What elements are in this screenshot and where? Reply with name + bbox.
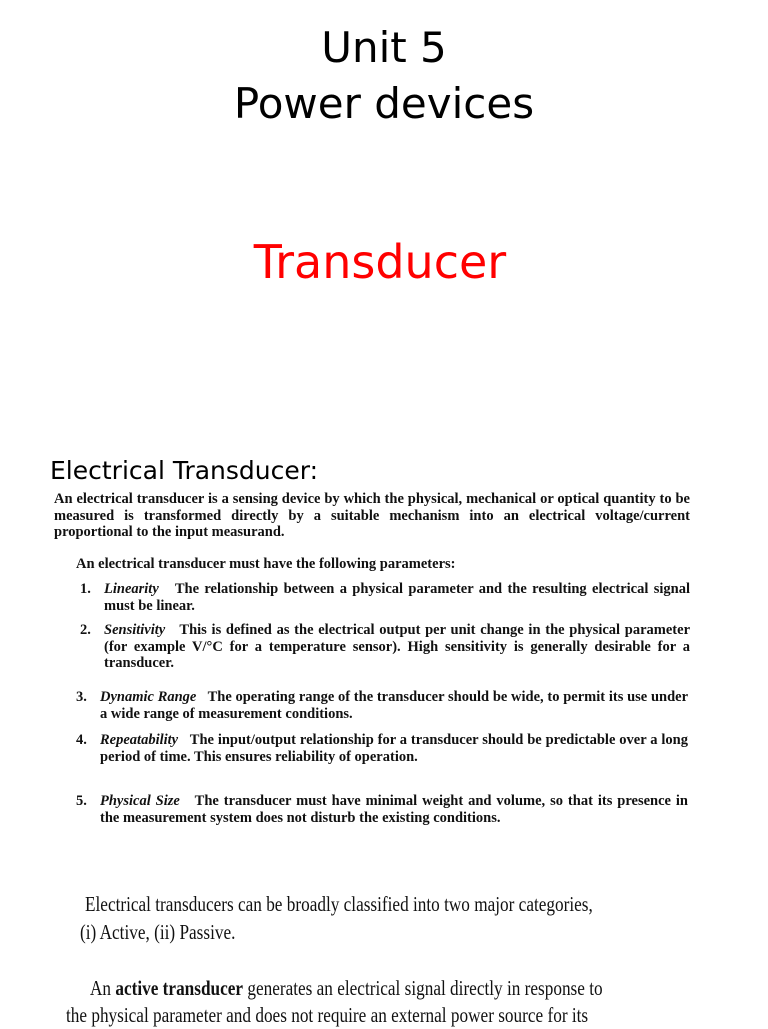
item-number: 4.: [76, 732, 87, 748]
unit-title: Unit 5: [321, 23, 447, 72]
item-term: Dynamic Range: [100, 689, 197, 705]
section-title: Transducer: [253, 235, 507, 289]
item-body: [100, 732, 688, 765]
classification-line-2: (i) Active, (ii) Passive.: [80, 920, 236, 944]
active-transducer-line-1: [90, 974, 603, 1002]
item-term: Linearity: [104, 581, 159, 597]
item-term: Physical Size: [100, 793, 180, 809]
item-number: 1.: [80, 581, 91, 597]
item-body: [104, 622, 690, 672]
parameters-intro: An electrical transducer must have the following parameters:: [76, 556, 456, 572]
item-number: 3.: [76, 689, 87, 705]
item-term: Repeatability: [100, 732, 179, 748]
active-rest: generates an electrical signal directly in response to: [247, 976, 603, 1000]
intro-paragraph: An electrical transducer is a sensing device by which the physical, mechanical or optical quantity to be measured is transformed directly by a suitable mechanism into an electrical voltage/current proportional to the input measurand.: [54, 491, 690, 540]
item-body: [100, 793, 688, 826]
item-text: The operating range of the transducer should be wide, to permit its use under a wide range of measurement conditions.: [100, 689, 689, 722]
item-body: [104, 581, 690, 614]
active-term: active transducer: [115, 976, 244, 1000]
active-transducer-line-2: the physical parameter and does not require an external power source for its: [66, 1003, 589, 1027]
subsection-heading: Electrical Transducer:: [50, 456, 319, 485]
item-term: Sensitivity: [104, 622, 166, 638]
item-text: The transducer must have minimal weight and volume, so that its presence in the measurement system does not disturb the existing conditions.: [100, 793, 688, 826]
item-text: The input/output relationship for a transducer should be predictable over a long period of time. This ensures reliability of operation.: [100, 732, 688, 765]
unit-subtitle: Power devices: [233, 79, 535, 128]
item-number: 2.: [80, 622, 91, 638]
classification-line-1: Electrical transducers can be broadly classified into two major categories,: [85, 892, 593, 916]
item-number: 5.: [76, 793, 87, 809]
item-text: This is defined as the electrical output per unit change in the physical parameter (for example V/°C for a temperature sensor). High sensitivity is generally desirable for a transducer.: [104, 622, 690, 671]
active-prefix: An: [90, 976, 112, 1000]
item-body: [100, 689, 688, 722]
item-text: The relationship between a physical parameter and the resulting electrical signal must be linear.: [104, 581, 690, 614]
